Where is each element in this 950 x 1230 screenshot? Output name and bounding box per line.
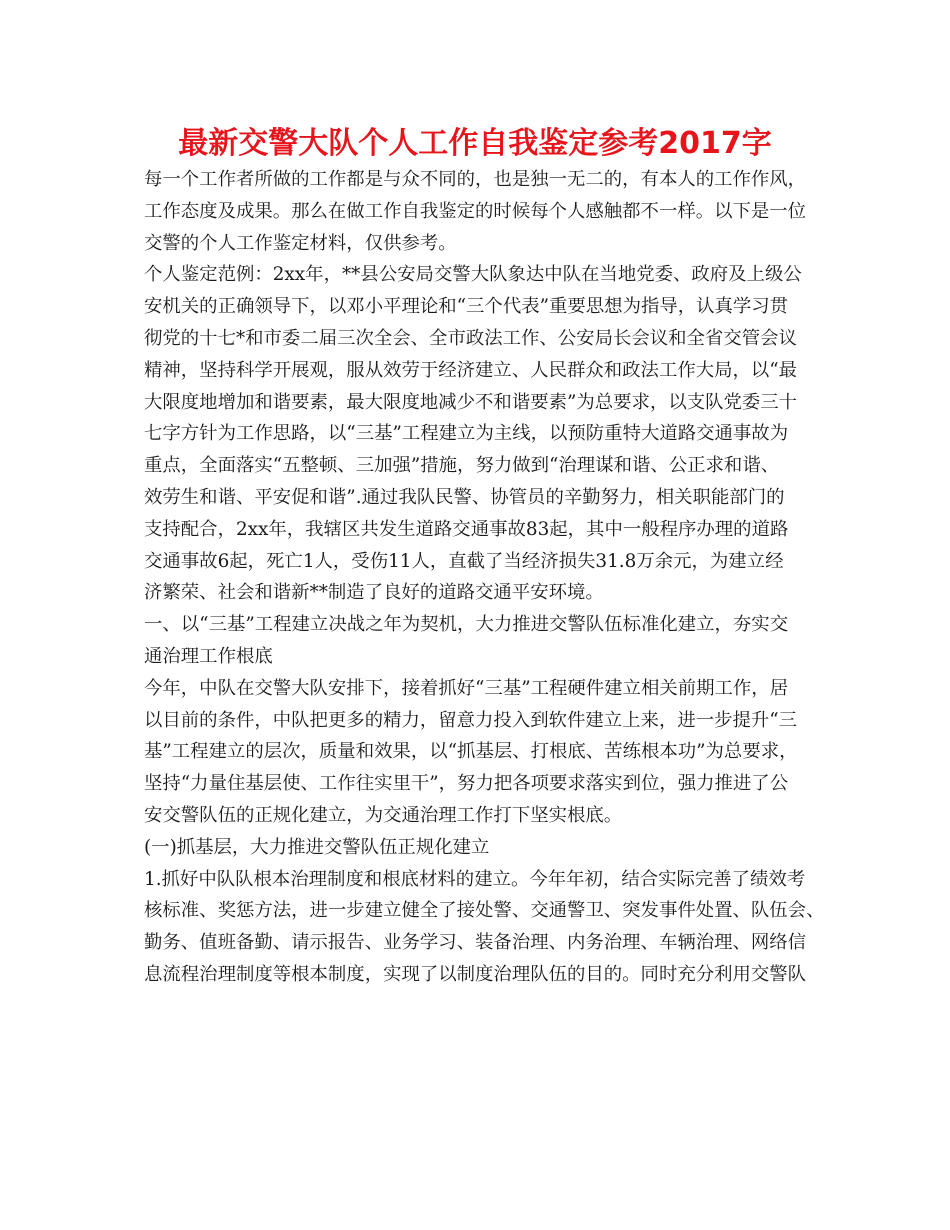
text-line: 七字方针为工作思路，以“三基”工程建立为主线，以预防重特大道路交通事故为 bbox=[144, 423, 789, 445]
text-line: 以目前的条件，中队把更多的精力，留意力投入到软件建立上来，进一步提升“三 bbox=[144, 709, 798, 731]
text-line: 重点，全面落实“五整顿、三加强”措施，努力做到“治理谋和谐、公正求和谐、 bbox=[144, 455, 780, 477]
text-line: 工作态度及成果。那么在做工作自我鉴定的时候每个人感触都不一样。以下是一位 bbox=[144, 200, 807, 222]
text-line: 个人鉴定范例：2xx年，**县公安局交警大队象达中队在当地党委、政府及上级公 bbox=[144, 264, 802, 286]
text-line: 每一个工作者所做的工作都是与众不同的，也是独一无二的，有本人的工作作风， bbox=[144, 169, 807, 190]
text-line: 安机关的正确领导下，以邓小平理论和“三个代表”重要思想为指导，认真学习贯 bbox=[144, 296, 789, 318]
text-line: 精神，坚持科学开展观，服从效劳于经济建立、人民群众和政法工作大局，以“最 bbox=[144, 359, 798, 381]
text-line: 息流程治理制度等根本制度，实现了以制度治理队伍的目的。同时充分利用交警队 bbox=[144, 963, 807, 985]
text-line: 今年，中队在交警大队安排下，接着抓好“三基”工程硬件建立相关前期工作，居 bbox=[144, 677, 789, 699]
section-heading-line: 通治理工作根底 bbox=[144, 645, 273, 667]
section-heading-line: 一、以“三基”工程建立决战之年为契机，大力推进交警队伍标准化建立，夯实交 bbox=[144, 614, 789, 636]
text-line: 交通事故6起，死亡1人，受伤11人，直截了当经济损失31.8万余元，为建立经 bbox=[144, 550, 784, 572]
text-line: 济繁荣、社会和谐新**制造了良好的道路交通平安环境。 bbox=[144, 582, 604, 604]
text-line: 交警的个人工作鉴定材料，仅供参考。 bbox=[144, 232, 457, 254]
text-line: 1.抓好中队队根本治理制度和根底材料的建立。今年年初，结合实际完善了绩效考 bbox=[144, 868, 806, 890]
document-title: 最新交警大队个人工作自我鉴定参考2017字 bbox=[178, 126, 772, 161]
text-line: 勤务、值班备勤、请示报告、业务学习、装备治理、内务治理、车辆治理、网络信 bbox=[144, 932, 807, 954]
text-line: 支持配合，2xx年，我辖区共发生道路交通事故83起，其中一般程序办理的道路 bbox=[144, 518, 789, 540]
subsection-heading-line: (一)抓基层，大力推进交警队伍正规化建立 bbox=[144, 836, 490, 858]
text-line: 核标准、奖惩方法，进一步建立健全了接处警、交通警卫、突发事件处置、队伍会、 bbox=[144, 900, 825, 922]
text-line: 坚持“力量住基层使、工作往实里干”，努力把各项要求落实到位，强力推进了公 bbox=[144, 773, 789, 795]
text-line: 效劳生和谐、平安促和谐”.通过我队民警、协管员的辛勤努力，相关职能部门的 bbox=[144, 486, 785, 508]
text-line: 安交警队伍的正规化建立，为交通治理工作打下坚实根底。 bbox=[144, 804, 623, 826]
text-line: 基”工程建立的层次，质量和效果，以“抓基层、打根底、苦练根本功”为总要求， bbox=[144, 741, 798, 763]
document-body bbox=[144, 164, 834, 991]
text-line: 彻党的十七*和市委二届三次全会、全市政法工作、公安局长会议和全省交管会议 bbox=[144, 327, 797, 349]
text-line: 大限度地增加和谐要素，最大限度地减少不和谐要素”为总要求，以支队党委三十 bbox=[144, 391, 798, 413]
